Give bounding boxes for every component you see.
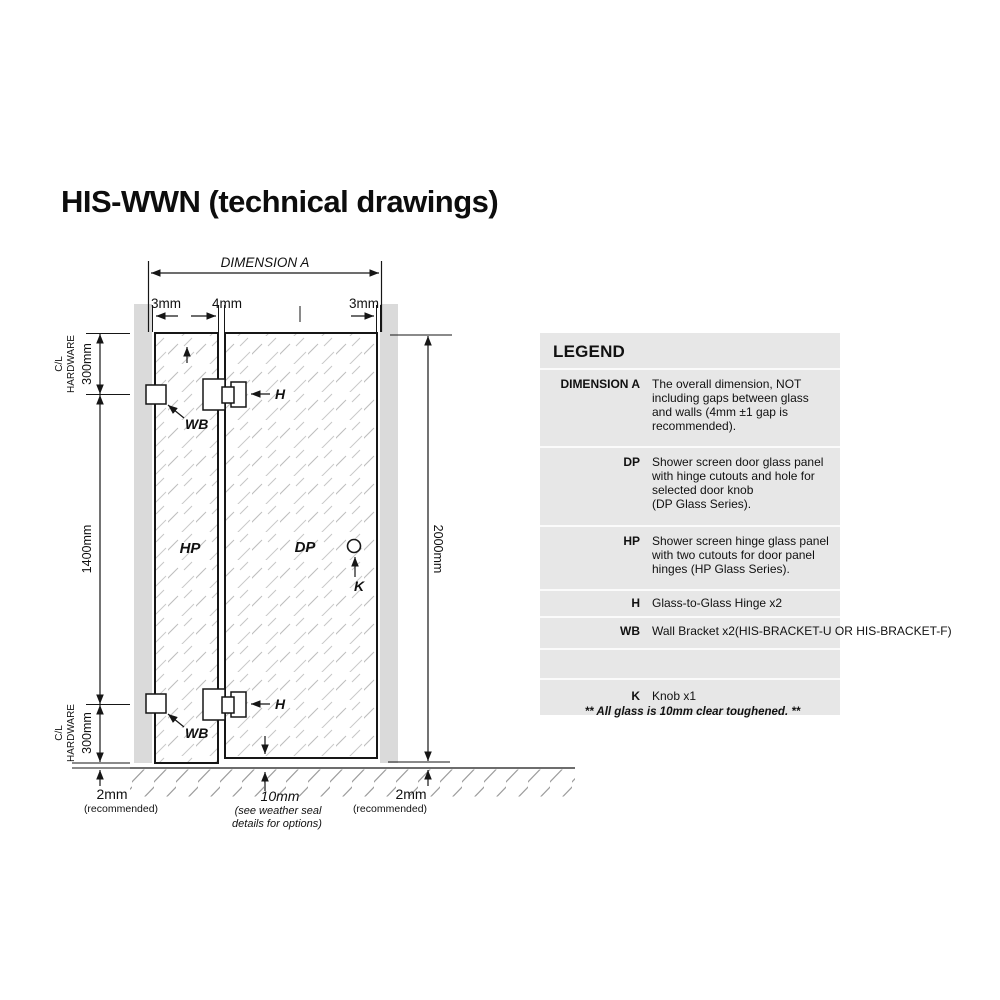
top-guide-lines [153, 305, 381, 332]
weather-seal-line2: details for options) [232, 818, 322, 830]
legend-desc [640, 455, 823, 511]
dim-2000-label: 2000mm [431, 524, 445, 574]
hinge-bottom-label: H [275, 696, 286, 712]
gap-10mm-label: 10mm [260, 788, 300, 804]
recommended-right-label: (recommended) [352, 803, 428, 815]
legend-desc-line: The overall dimension, NOT [652, 377, 802, 391]
legend-row-dp [540, 446, 840, 525]
glass-footnote: ** All glass is 10mm clear toughened. ** [584, 706, 801, 718]
legend-desc-line: selected door knob [652, 483, 754, 497]
legend-row-empty [540, 648, 840, 678]
legend-desc-line: recommended). [652, 419, 737, 433]
dim-300-bottom-label: 300mm [80, 712, 94, 754]
dimension-a [149, 255, 382, 332]
legend-desc-line: Wall Bracket x2(HIS-BRACKET-U OR HIS-BRACKET-F) [652, 624, 952, 638]
legend-desc-line: Shower screen hinge glass panel [652, 534, 829, 548]
hinge-bottom-bridge [222, 697, 234, 713]
recommended-left-label: (recommended) [83, 803, 159, 815]
legend-desc-line: hinges (HP Glass Series). [652, 562, 790, 576]
knob-circle [348, 540, 361, 553]
legend-desc-line: Knob x1 [652, 689, 697, 703]
legend-desc [640, 650, 652, 678]
page-title: HIS-WWN (technical drawings) [61, 184, 499, 219]
dim-300-top-label: 300mm [80, 343, 94, 385]
hinge-top-bridge [222, 387, 234, 403]
dimension-a-label: DIMENSION A [220, 255, 310, 270]
legend-term: DP [623, 455, 640, 469]
legend-desc [640, 624, 952, 638]
gap-2mm-left-label: 2mm [96, 786, 128, 802]
legend-table [540, 333, 952, 715]
dp-panel-label: DP [294, 539, 316, 556]
legend-term: DIMENSION A [560, 377, 640, 391]
legend-term: WB [620, 624, 640, 638]
legend-desc [640, 689, 696, 703]
floor-hatch [130, 770, 575, 797]
legend-desc-line: Glass-to-Glass Hinge x2 [652, 596, 783, 610]
legend-row-dimension-a [540, 368, 840, 446]
legend-desc-line: and walls (4mm ±1 gap is [652, 405, 788, 419]
gap-dimensions [151, 296, 379, 316]
legend-desc-line: (DP Glass Series). [652, 497, 752, 511]
legend-desc-line: including gaps between glass [652, 391, 809, 405]
wall-bracket-bottom [146, 694, 166, 713]
hinge-top-label: H [275, 386, 286, 402]
legend-term [540, 650, 640, 678]
gap-right-label: 3mm [349, 296, 379, 311]
wall-bracket-top [146, 385, 166, 404]
gap-mid-label: 4mm [212, 296, 242, 311]
legend-row-h [540, 589, 840, 616]
legend-term: H [631, 596, 640, 610]
legend-desc [640, 377, 809, 433]
bracket-top-label: WB [185, 416, 209, 432]
cl-hardware-bottom-line1: C/L [54, 725, 65, 741]
legend-row-wb [540, 616, 952, 648]
dim-1400-label: 1400mm [80, 524, 94, 574]
legend-row-hp [540, 525, 840, 589]
hp-panel-label: HP [179, 540, 201, 557]
legend-desc [640, 596, 782, 610]
legend-desc-line: with two cutouts for door panel [652, 548, 815, 562]
gap-left-label: 3mm [151, 296, 181, 311]
gap-2mm-right-label: 2mm [395, 786, 427, 802]
legend-term: K [631, 689, 640, 703]
knob-label: K [353, 578, 365, 594]
cl-hardware-top-line2: HARDWARE [66, 335, 77, 393]
legend-desc-line: with hinge cutouts and hole for [652, 469, 815, 483]
cl-hardware-top-line1: C/L [54, 356, 65, 372]
wall-right [380, 304, 398, 763]
bracket-bottom-label: WB [185, 725, 209, 741]
legend-heading: LEGEND [553, 342, 626, 361]
legend-desc [640, 534, 829, 576]
legend-desc-line: Shower screen door glass panel [652, 455, 824, 469]
cl-hardware-bottom-line2: HARDWARE [66, 704, 77, 762]
weather-seal-line1: (see weather seal [234, 805, 322, 817]
legend-term: HP [623, 534, 640, 548]
